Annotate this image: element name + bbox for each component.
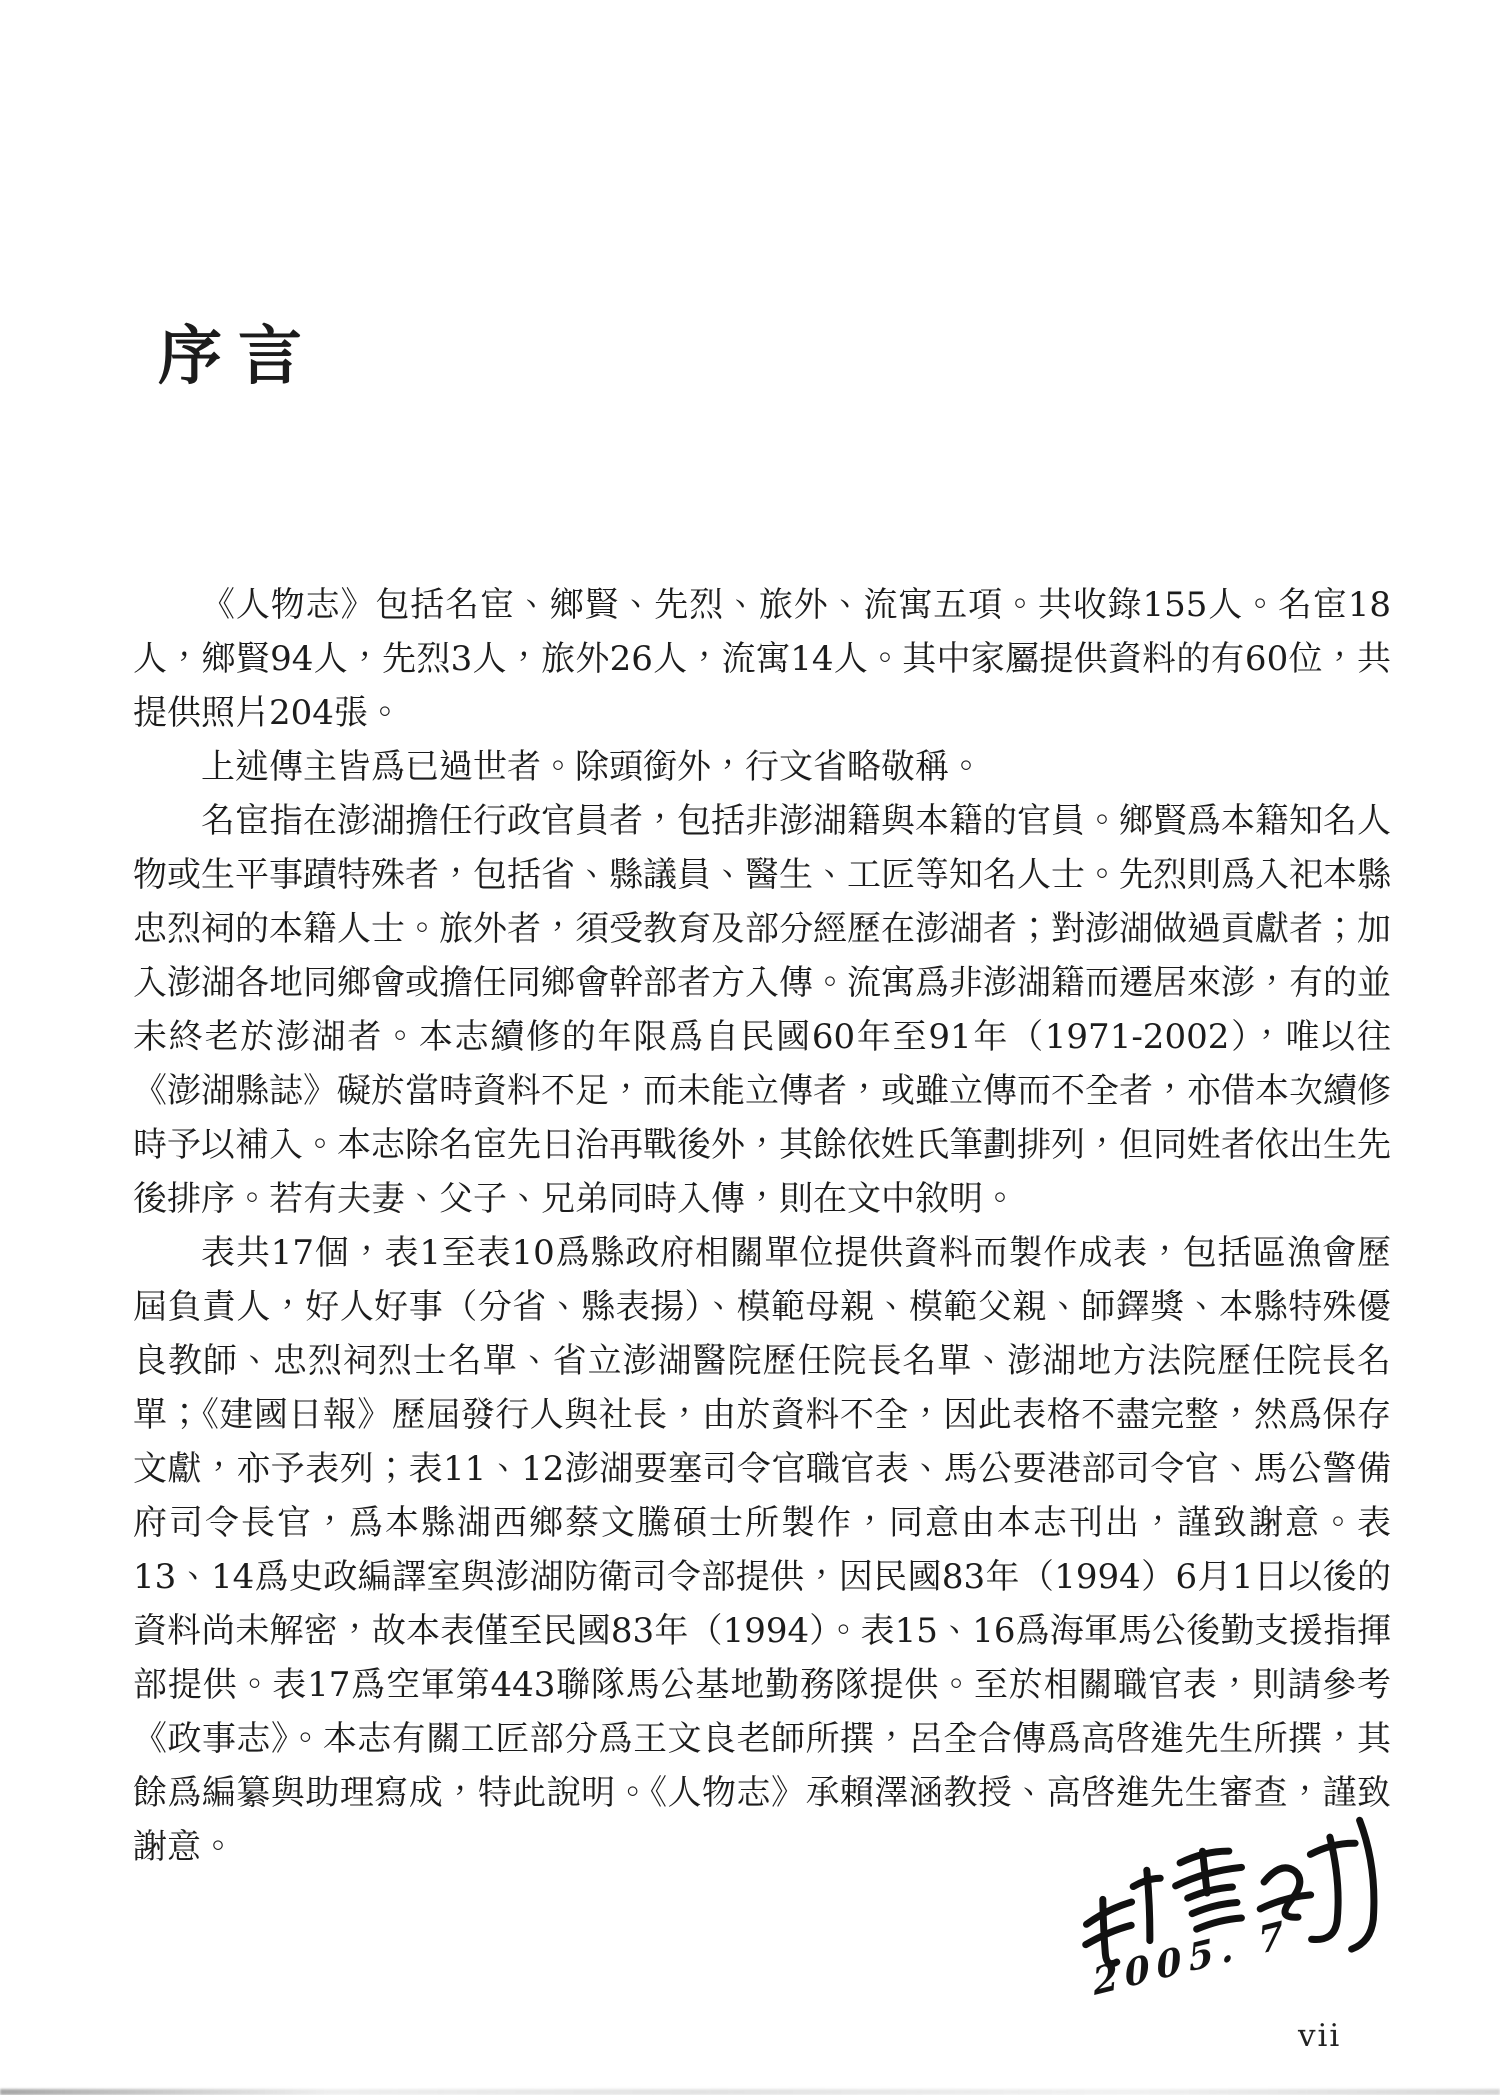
- preface-paragraph: 上述傳主皆爲已過世者。除頭銜外，行文省略敬稱。: [201, 747, 983, 787]
- preface-paragraph: 《人物志》包括名宦、鄉賢、先烈、旅外、流寓五項。共收錄155人。名宦18人，鄉賢94人，先烈3人，旅外26人，流寓14人。其中家屬提供資料的有60位，共提供照片204張。: [133, 585, 1391, 733]
- signature-date: 2005. 7: [1090, 1910, 1293, 2005]
- preface-paragraph: 名宦指在澎湖擔任行政官員者，包括非澎湖籍與本籍的官員。鄉賢爲本籍知名人物或生平事蹟特殊者，包括省、縣議員、醫生、工匠等知名人士。先烈則爲入祀本縣忠烈祠的本籍人士。旅外者，須受教育及部分經歷在澎湖者；對澎湖做過貢獻者；加入澎湖各地同鄉會或擔任同鄉會幹部者方入傳。流寓爲非澎湖籍而遷居來澎，有的並未終老於澎湖者。本志續修的年限爲自民國60年至91年（1971-2002），唯以往《澎湖縣誌》礙於當時資料不足，而未能立傳者，或雖立傳而不全者，亦借本次續修時予以補入。本志除名宦先日治再戰後外，其餘依姓氏筆劃排列，但同姓者依出生先後排序。若有夫妻、父子、兄弟同時入傳，則在文中敘明。: [133, 801, 1391, 1219]
- preface-body: [133, 578, 1391, 1874]
- page-title: 序言: [158, 318, 318, 394]
- scan-edge: [0, 2089, 1500, 2095]
- preface-paragraph: 表共17個，表1至表10爲縣政府相關單位提供資料而製作成表，包括區漁會歷屆負責人，好人好事（分省、縣表揚）、模範母親、模範父親、師鐸獎、本縣特殊優良教師、忠烈祠烈士名單、省立澎湖醫院歷任院長名單、澎湖地方法院歷任院長名單；《建國日報》歷屆發行人與社長，由於資料不全，因此表格不盡完整，然爲保存文獻，亦予表列；表11、12澎湖要塞司令官職官表、馬公要港部司令官、馬公警備府司令長官，爲本縣湖西鄉蔡文騰碩士所製作，同意由本志刊出，謹致謝意。表13、14爲史政編譯室與澎湖防衛司令部提供，因民國83年（1994）6月1日以後的資料尚未解密，故本表僅至民國83年（1994）。表15、16爲海軍馬公後勤支援指揮部提供。表17爲空軍第443聯隊馬公基地勤務隊提供。至於相關職官表，則請參考《政事志》。本志有關工匠部分爲王文良老師所撰，呂全合傳爲高啓進先生所撰，其餘爲編纂與助理寫成，特此說明。《人物志》承賴澤涵教授、高啓進先生審查，謹致謝意。: [133, 1233, 1391, 1867]
- signature: [1075, 1848, 1415, 2048]
- page-number: vii: [1298, 2018, 1342, 2054]
